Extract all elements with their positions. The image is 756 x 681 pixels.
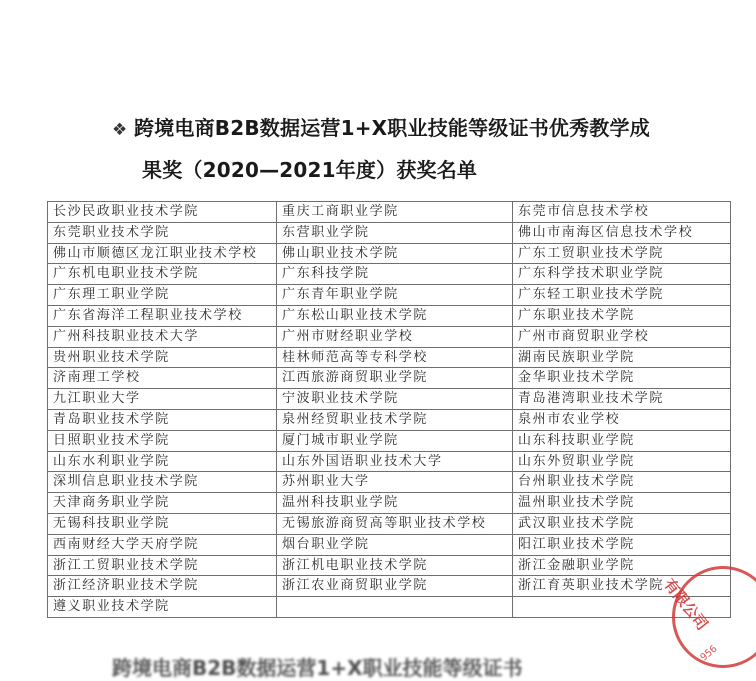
table-cell: 台州职业技术学院	[513, 472, 731, 493]
table-row	[48, 347, 731, 368]
table-cell: 宁波职业技术学院	[277, 389, 513, 410]
table-row	[48, 264, 731, 285]
table-row	[48, 451, 731, 472]
table-row	[48, 513, 731, 534]
table-cell: 温州科技职业学院	[277, 493, 513, 514]
table-row	[48, 430, 731, 451]
table-cell: 东营职业学院	[277, 222, 513, 243]
diamond-bullet-icon: ❖	[112, 120, 128, 140]
table-cell: 青岛港湾职业技术学院	[513, 389, 731, 410]
table-cell: 佛山市顺德区龙江职业技术学校	[48, 243, 277, 264]
table-cell: 广东松山职业技术学院	[277, 305, 513, 326]
table-cell: 温州职业技术学院	[513, 493, 731, 514]
table-cell: 广东机电职业技术学院	[48, 264, 277, 285]
table-cell: 东莞职业技术学院	[48, 222, 277, 243]
table-row	[48, 597, 731, 618]
table-cell: 浙江机电职业技术学院	[277, 555, 513, 576]
table-cell: 江西旅游商贸职业学院	[277, 368, 513, 389]
table-cell: 佛山市南海区信息技术学校	[513, 222, 731, 243]
table-cell: 苏州职业大学	[277, 472, 513, 493]
table-cell: 厦门城市职业学院	[277, 430, 513, 451]
table-row	[48, 409, 731, 430]
table-row	[48, 389, 731, 410]
table-cell: 山东水利职业学院	[48, 451, 277, 472]
table-row	[48, 202, 731, 223]
table-row	[48, 243, 731, 264]
table-cell: 浙江育英职业技术学院	[513, 576, 731, 597]
award-winners-table	[47, 201, 731, 618]
table-cell: 浙江金融职业学院	[513, 555, 731, 576]
next-section-heading: 跨境电商B2B数据运营1+X职业技能等级证书	[112, 656, 523, 680]
table-cell: 广州市财经职业学校	[277, 326, 513, 347]
table-cell: 阳江职业技术学院	[513, 534, 731, 555]
table-cell: 广东科学技术职业学院	[513, 264, 731, 285]
table-cell: 青岛职业技术学院	[48, 409, 277, 430]
table-cell: 泉州经贸职业技术学院	[277, 409, 513, 430]
award-heading	[112, 108, 732, 190]
table-cell: 广东青年职业学院	[277, 285, 513, 306]
seal-number: 956	[698, 643, 720, 664]
table-cell: 佛山职业技术学院	[277, 243, 513, 264]
table-cell: 广东省海洋工程职业技术学校	[48, 305, 277, 326]
table-row	[48, 493, 731, 514]
table-row	[48, 576, 731, 597]
heading-line-2: 果奖（2020—2021年度）获奖名单	[142, 158, 478, 182]
table-cell: 山东外贸职业学院	[513, 451, 731, 472]
table-row	[48, 305, 731, 326]
table-cell: 重庆工商职业学院	[277, 202, 513, 223]
award-table-body	[48, 202, 731, 618]
table-row	[48, 555, 731, 576]
table-cell: 桂林师范高等专科学校	[277, 347, 513, 368]
table-cell: 深圳信息职业技术学院	[48, 472, 277, 493]
table-row	[48, 534, 731, 555]
table-row	[48, 222, 731, 243]
table-cell: 广东轻工职业技术学院	[513, 285, 731, 306]
table-row	[48, 472, 731, 493]
table-cell: 济南理工学校	[48, 368, 277, 389]
table-cell: 浙江工贸职业技术学院	[48, 555, 277, 576]
table-cell: 无锡科技职业学院	[48, 513, 277, 534]
table-cell	[277, 597, 513, 618]
table-cell: 广东理工职业学院	[48, 285, 277, 306]
table-row	[48, 326, 731, 347]
table-cell: 遵义职业技术学院	[48, 597, 277, 618]
table-cell: 山东科技职业学院	[513, 430, 731, 451]
table-cell: 东莞市信息技术学校	[513, 202, 731, 223]
table-row	[48, 368, 731, 389]
table-cell: 浙江农业商贸职业学院	[277, 576, 513, 597]
table-cell: 广州市商贸职业学校	[513, 326, 731, 347]
table-cell: 西南财经大学天府学院	[48, 534, 277, 555]
table-cell: 泉州市农业学校	[513, 409, 731, 430]
heading-text-1: 跨境电商B2B数据运营1+X职业技能等级证书优秀教学成	[134, 116, 650, 140]
table-cell: 九江职业大学	[48, 389, 277, 410]
table-cell: 广东科技学院	[277, 264, 513, 285]
table-cell: 无锡旅游商贸高等职业技术学校	[277, 513, 513, 534]
table-cell: 烟台职业学院	[277, 534, 513, 555]
table-cell: 广东工贸职业技术学院	[513, 243, 731, 264]
table-cell: 浙江经济职业技术学院	[48, 576, 277, 597]
table-cell: 金华职业技术学院	[513, 368, 731, 389]
table-row	[48, 285, 731, 306]
table-cell: 山东外国语职业技术大学	[277, 451, 513, 472]
table-cell: 广州科技职业技术大学	[48, 326, 277, 347]
heading-line-1	[112, 108, 732, 150]
table-cell: 天津商务职业学院	[48, 493, 277, 514]
table-cell: 湖南民族职业学院	[513, 347, 731, 368]
table-cell: 贵州职业技术学院	[48, 347, 277, 368]
table-cell: 武汉职业技术学院	[513, 513, 731, 534]
table-cell: 日照职业技术学院	[48, 430, 277, 451]
seal-text: 有限公司	[660, 575, 712, 634]
table-cell: 长沙民政职业技术学院	[48, 202, 277, 223]
table-cell: 广东职业技术学院	[513, 305, 731, 326]
